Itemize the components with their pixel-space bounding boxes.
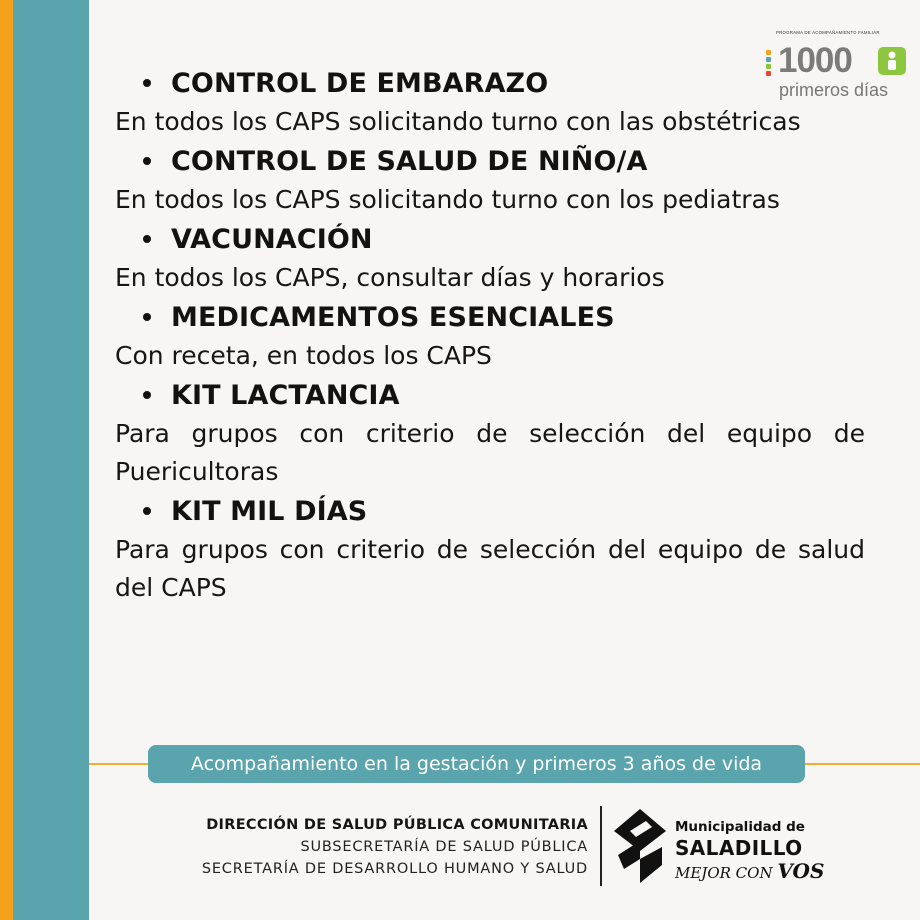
service-heading bbox=[115, 375, 865, 415]
service-title: VACUNACIÓN bbox=[171, 223, 373, 255]
bullet-icon bbox=[143, 157, 151, 165]
program-logo-caption: PROGRAMA DE ACOMPAÑAMIENTO FAMILIAR bbox=[776, 30, 880, 35]
service-heading bbox=[115, 491, 865, 531]
municipality-name: SALADILLO bbox=[675, 836, 803, 860]
bullet-icon bbox=[143, 235, 151, 243]
logo-bar-orange bbox=[766, 50, 771, 55]
service-description: En todos los CAPS solicitando turno con los pediatras bbox=[115, 185, 780, 214]
service-item bbox=[115, 141, 865, 219]
logo-bar-teal bbox=[766, 57, 771, 62]
municipality-label: Municipalidad de bbox=[675, 819, 805, 835]
banner-pill: Acompañamiento en la gestación y primeros 3 años de vida bbox=[148, 745, 805, 783]
bullet-icon bbox=[143, 313, 151, 321]
service-description: Para grupos con criterio de selección del equipo de salud del CAPS bbox=[115, 535, 865, 602]
service-item bbox=[115, 297, 865, 375]
service-title: MEDICAMENTOS ESENCIALES bbox=[171, 301, 615, 333]
service-item bbox=[115, 219, 865, 297]
footer-subsecretariat: SUBSECRETARÍA DE SALUD PÚBLICA bbox=[300, 839, 588, 855]
municipality-slogan bbox=[675, 860, 824, 884]
services-list bbox=[115, 63, 865, 607]
program-logo-number: 1000 bbox=[778, 41, 852, 80]
slogan-text: MEJOR CON bbox=[675, 864, 773, 882]
service-description: En todos los CAPS solicitando turno con las obstétricas bbox=[115, 107, 801, 136]
bullet-icon bbox=[143, 391, 151, 399]
service-title: KIT LACTANCIA bbox=[171, 379, 400, 411]
saladillo-logo-icon bbox=[612, 807, 668, 885]
footer-divider bbox=[600, 806, 602, 886]
family-icon bbox=[878, 47, 906, 75]
bullet-icon bbox=[143, 79, 151, 87]
service-heading bbox=[115, 219, 865, 259]
service-title: KIT MIL DÍAS bbox=[171, 495, 368, 527]
service-item bbox=[115, 63, 865, 141]
service-item bbox=[115, 375, 865, 491]
municipality-brand bbox=[675, 818, 824, 884]
teal-side-band bbox=[13, 0, 89, 920]
footer-departments bbox=[202, 814, 588, 880]
slogan-emphasis: VOS bbox=[777, 859, 825, 883]
service-description: Para grupos con criterio de selección del equipo de Puericultoras bbox=[115, 419, 865, 486]
service-description: En todos los CAPS, consultar días y horarios bbox=[115, 263, 665, 292]
program-logo-subtitle: primeros días bbox=[779, 80, 889, 100]
service-heading bbox=[115, 297, 865, 337]
footer-direction: DIRECCIÓN DE SALUD PÚBLICA COMUNITARIA bbox=[206, 817, 588, 833]
footer-secretariat: SECRETARÍA DE DESARROLLO HUMANO Y SALUD bbox=[201, 861, 588, 877]
service-item bbox=[115, 491, 865, 607]
bullet-icon bbox=[143, 507, 151, 515]
service-title: CONTROL DE SALUD DE NIÑO/A bbox=[171, 145, 648, 177]
service-title: CONTROL DE EMBARAZO bbox=[171, 67, 549, 99]
service-heading bbox=[115, 63, 865, 103]
service-description: Con receta, en todos los CAPS bbox=[115, 341, 492, 370]
service-heading bbox=[115, 141, 865, 181]
orange-edge-stripe bbox=[0, 0, 13, 920]
